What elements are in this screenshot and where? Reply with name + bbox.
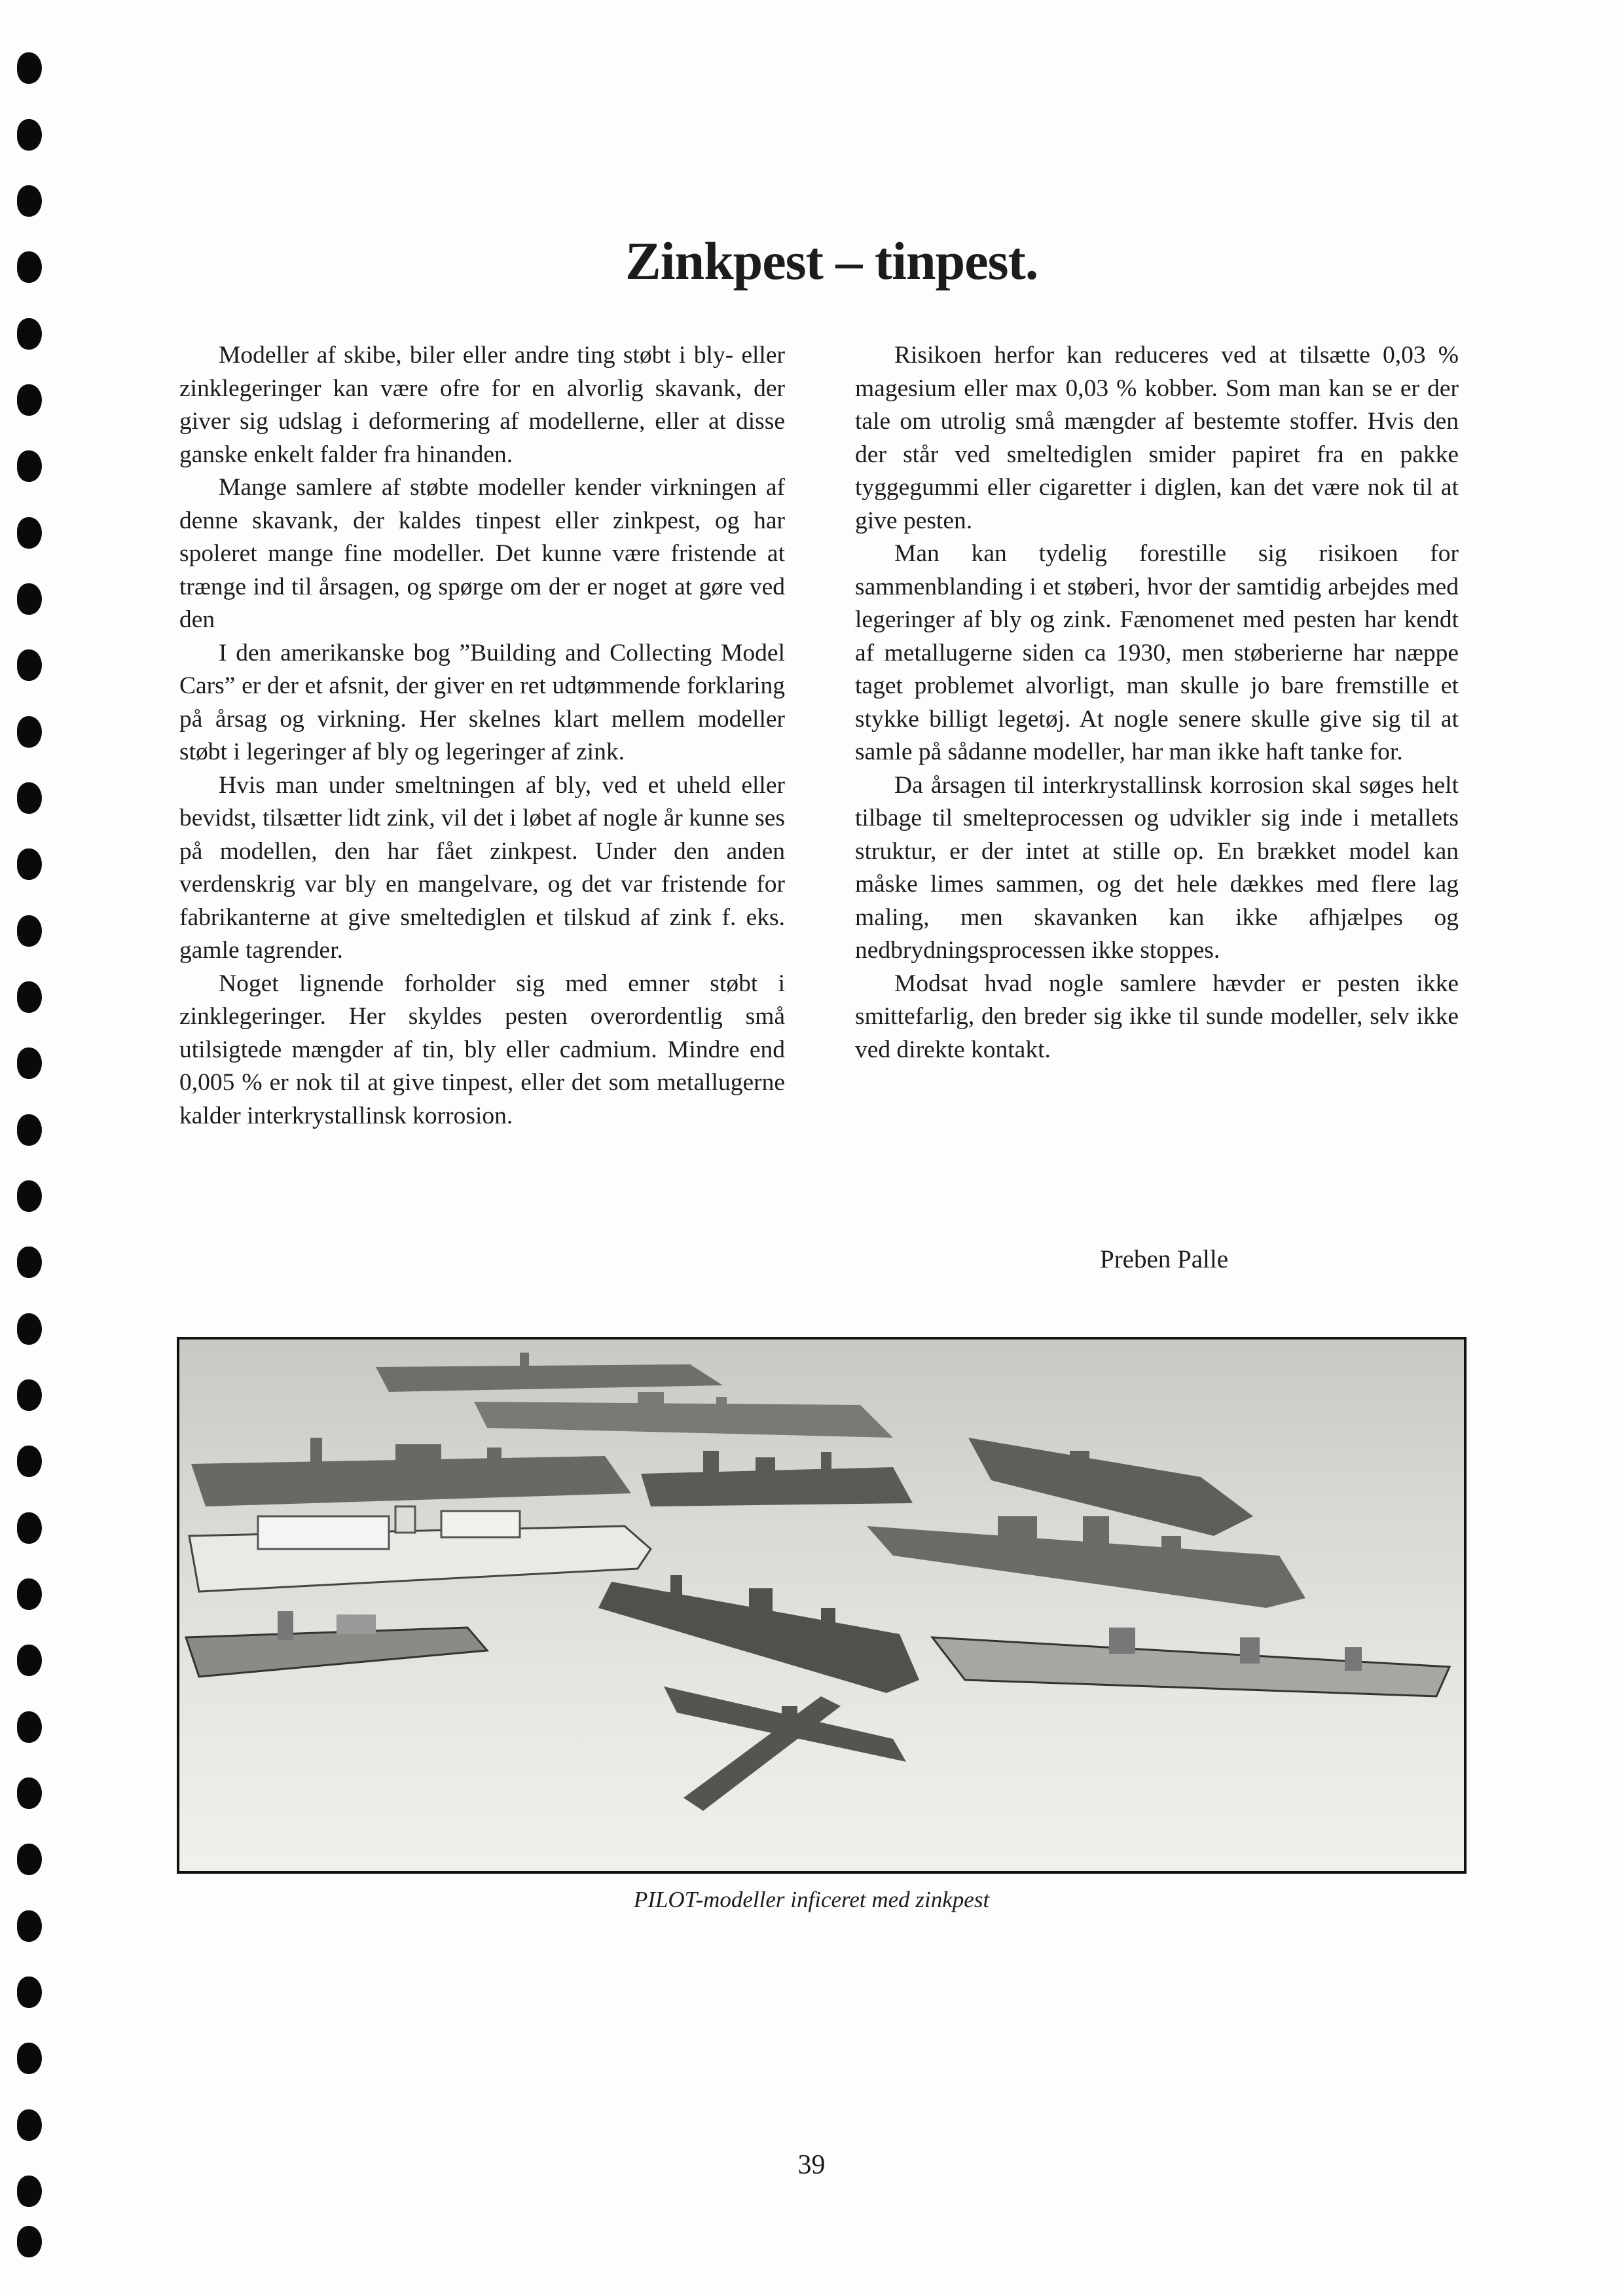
ship-model <box>598 1575 919 1693</box>
article-title: Zinkpest – tinpest. <box>625 231 1038 291</box>
left-column <box>179 339 785 1133</box>
paragraph: Modsat hvad nogle samlere hævder er pesten ikke smittefarlig, den breder sig ikke til sunde modeller, selv ikke ved direkte kontakt. <box>855 970 1459 1063</box>
ship-model <box>867 1516 1305 1608</box>
ship-model <box>191 1438 631 1506</box>
paragraph: Mange samlere af støbte modeller kender virkningen af denne skavank, der kaldes tinpest eller zinkpest, og har spoleret mange fine modeller. Det kunne være fristende at trænge ind til årsagen, og spørge om der er noget at gøre ved den <box>179 474 785 633</box>
ship-model <box>474 1392 893 1438</box>
ship-model <box>186 1611 487 1677</box>
paragraph: I den amerikanske bog ”Building and Collecting Model Cars” er der et afsnit, der giver en ret udtømmende forklaring på årsag og virkning. Her skelnes klart mellem modeller støbt i legeringer af bly og legeringer af zink. <box>179 639 785 765</box>
ship-model <box>932 1628 1450 1696</box>
ship-model <box>189 1506 651 1592</box>
paragraph: Modeller af skibe, biler eller andre ting støbt i bly- eller zinklegeringer kan være ofre for en alvorlig skavank, der giver sig udslag i deformering af modellerne, eller at disse ganske enkelt falder fra hinanden. <box>179 342 785 468</box>
paragraph: Man kan tydelig forestille sig risikoen for sammenblanding i et støberi, hvor der samtidig arbejdes med legeringer af bly og zink. Fænomenet med pesten har kendt af metallugerne siden ca 1930, men støberierne har næppe taget problemet alvorligt, man skulle jo bare fremstille et stykke billigt legetøj. At nogle senere skulle give sig til at samle på sådanne modeller, har man ikke haft tanke for. <box>855 540 1459 765</box>
ship-models-photo <box>177 1337 1467 1874</box>
paragraph: Risikoen herfor kan reduceres ved at tilsætte 0,03 % magesium eller max 0,03 % kobber. Som man kan se er der tale om utrolig små mængder af bestemte stoffer. Hvis den der står ved smeltediglen smider papiret fra en pakke tyggegummi eller cigaretter i diglen, kan det være nok til at give pesten. <box>855 342 1459 534</box>
photo-caption: PILOT-modeller inficeret med zinkpest <box>633 1887 990 1912</box>
ship-model <box>376 1353 723 1392</box>
paragraph: Da årsagen til interkrystallinsk korrosion skal søges helt tilbage til smelteprocessen og udvikler sig inde i metallets struktur, er der intet at stille op. En brækket model kan måske limes sammen, og det hele dækkes med flere lag maling, men skavanken kan ikke afhjælpes og nedbrydningsprocessen ikke stoppes. <box>855 771 1459 964</box>
binding-holes <box>17 0 56 2296</box>
ship-model <box>664 1686 906 1811</box>
paragraph: Hvis man under smeltningen af bly, ved et uheld eller bevidst, tilsætter lidt zink, vil det i løbet af nogle år kunne ses på modellen, den har fået zinkpest. Under den anden verdenskrig var bly en mangelvare, og det var fristende for fabrikanterne at give smeltediglen et tilskud af zink f. eks. gamle tagrender. <box>179 771 785 964</box>
photo-illustration <box>179 1339 1464 1871</box>
right-column <box>855 339 1459 1066</box>
page-number: 39 <box>797 2150 826 2180</box>
ship-model <box>641 1451 913 1506</box>
author-signature: Preben Palle <box>1100 1245 1229 1273</box>
paragraph: Noget lignende forholder sig med emner støbt i zinklegeringer. Her skyldes pesten overordentlig små utilsigtede mængder af tin, bly eller cadmium. Mindre end 0,005 % er nok til at give tinpest, eller det som metallugerne kalder interkrystallinsk korrosion. <box>179 970 785 1129</box>
